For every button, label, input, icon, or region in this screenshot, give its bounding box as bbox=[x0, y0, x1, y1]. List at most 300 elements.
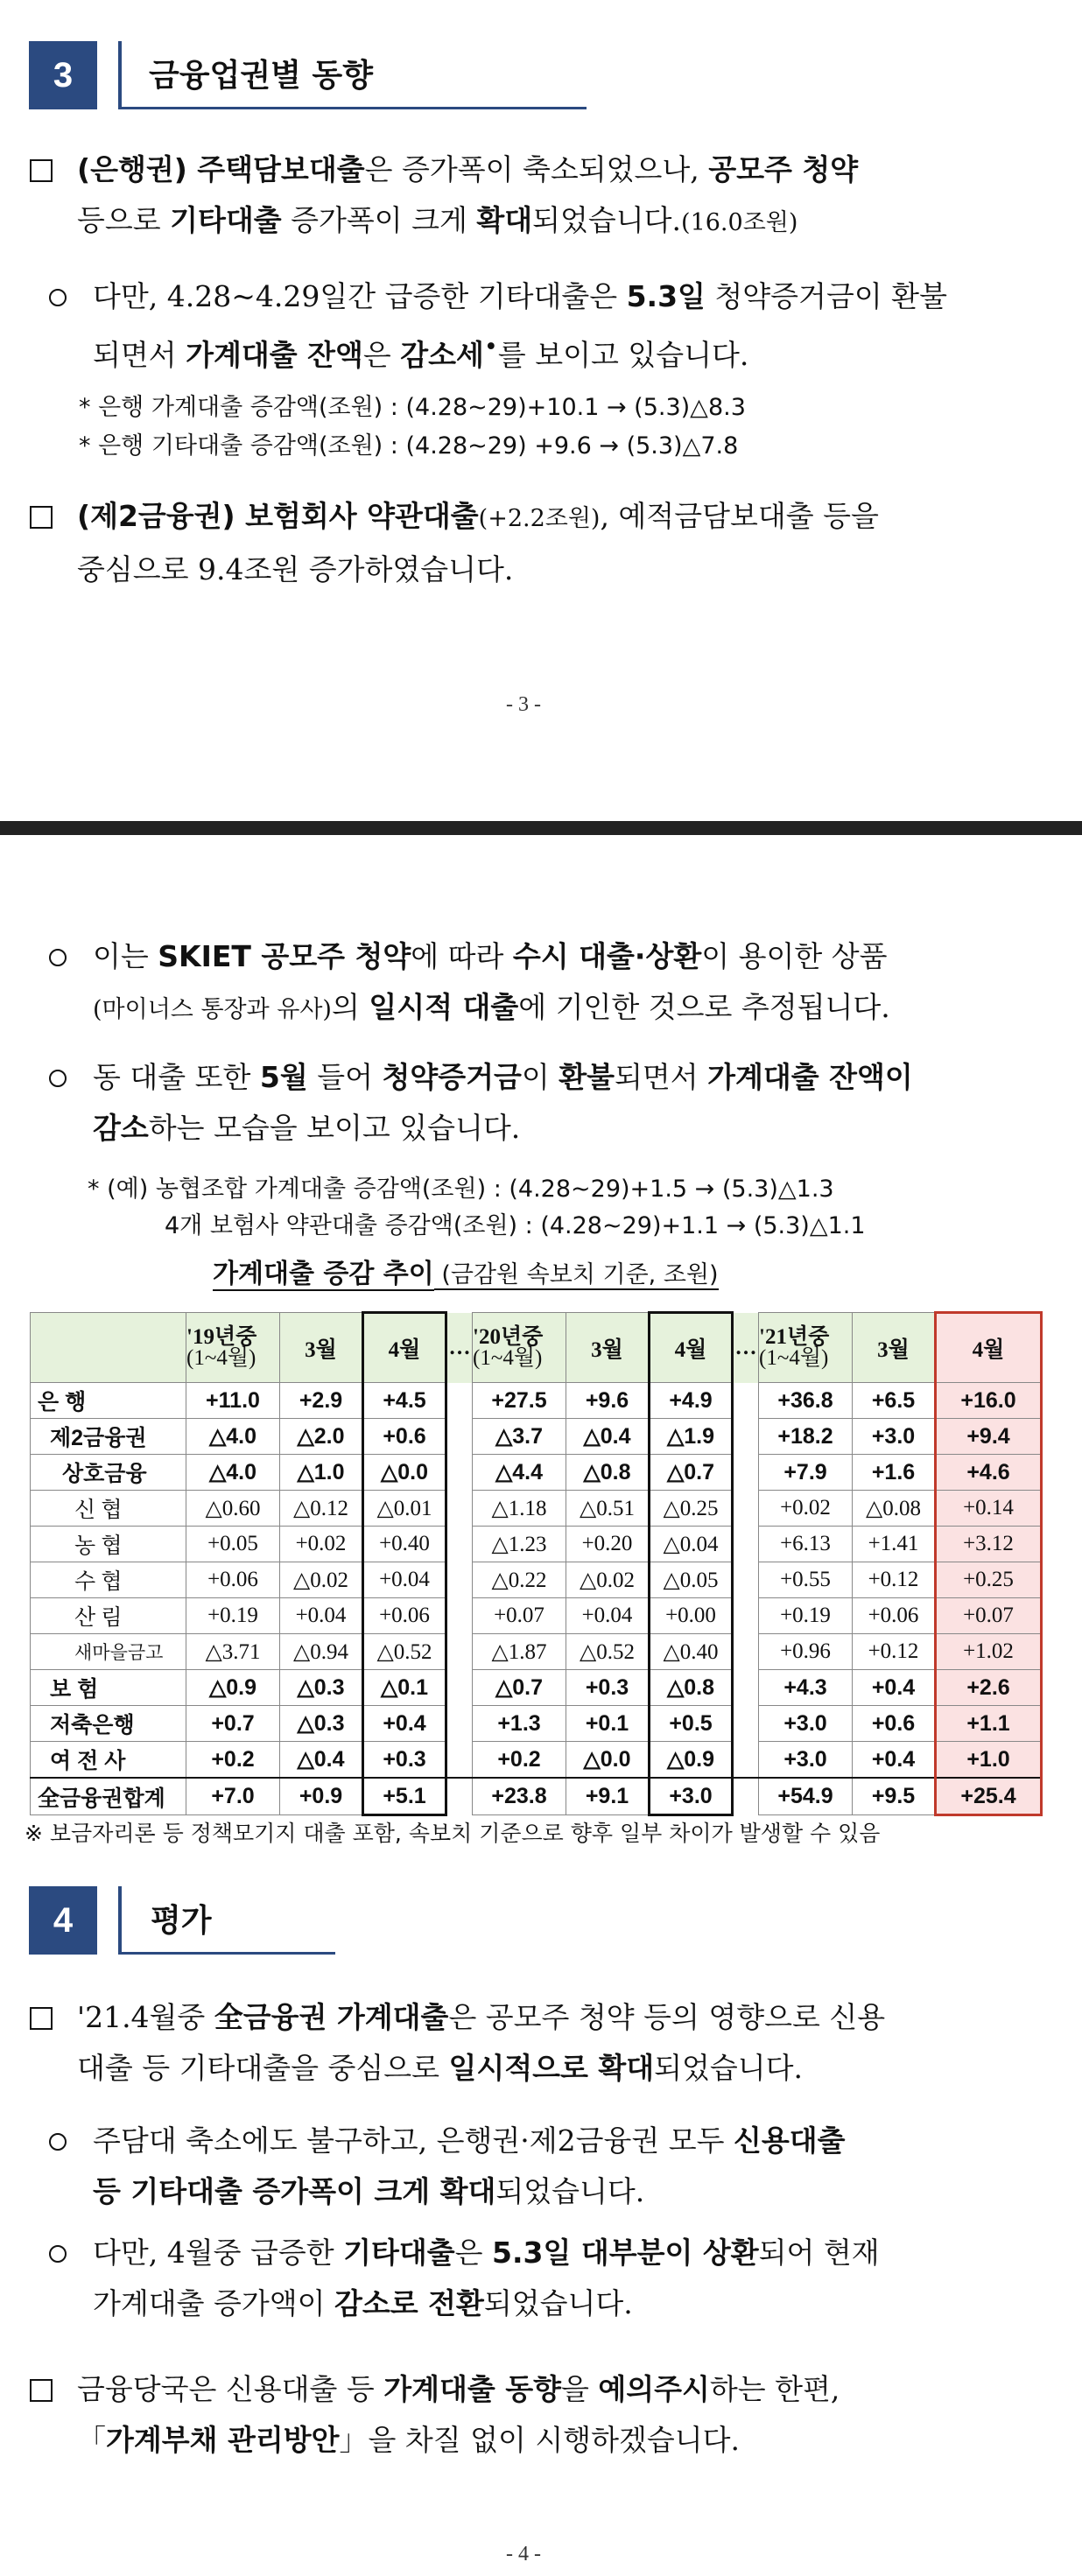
text: 되면서 bbox=[93, 338, 186, 372]
row-label: 보 험 bbox=[31, 1670, 186, 1706]
gap-cell bbox=[733, 1598, 759, 1634]
emph-text: 감소세 bbox=[400, 338, 484, 372]
value-cell: +7.9 bbox=[759, 1455, 853, 1491]
value-cell: △0.3 bbox=[280, 1670, 363, 1706]
line bbox=[93, 2278, 1056, 2329]
value-cell: △4.0 bbox=[186, 1455, 280, 1491]
emph-text: 공모주 청약 bbox=[708, 152, 859, 186]
value-cell: +4.3 bbox=[759, 1670, 853, 1706]
emph-text: 감소로 전환 bbox=[334, 2286, 484, 2320]
value-cell: △0.22 bbox=[473, 1562, 566, 1598]
table-footnote: ※ 보금자리론 등 정책모기지 대출 포함, 속보치 기준으로 향후 일부 차이가 발생할 수 있음 bbox=[25, 1821, 881, 1846]
skiet-paragraph bbox=[93, 931, 1056, 1035]
square-bullet-icon bbox=[30, 2007, 53, 2030]
value-cell: △0.12 bbox=[280, 1491, 363, 1527]
value-cell: △1.18 bbox=[473, 1491, 566, 1527]
repayment-paragraph bbox=[93, 2228, 1056, 2329]
footnote-insurers: 4개 보험사 약관대출 증감액(조원) : (4.28~29)+1.1 → (5.3)△1.1 bbox=[165, 1212, 866, 1239]
text: 되었습니다. bbox=[532, 203, 682, 237]
table-subtitle: (금감원 속보치 기준, 조원) bbox=[433, 1261, 719, 1288]
section-bar bbox=[118, 41, 122, 109]
gap-cell bbox=[733, 1634, 759, 1670]
gap-cell bbox=[446, 1634, 473, 1670]
value-cell: +0.07 bbox=[473, 1598, 566, 1634]
text: 대출 등 기타대출을 중심으로 bbox=[77, 2051, 449, 2085]
authority-paragraph bbox=[77, 2364, 1057, 2466]
gap-cell bbox=[446, 1527, 473, 1562]
text: 하는 모습을 보이고 있습니다. bbox=[148, 1111, 521, 1145]
col-dots: … bbox=[446, 1313, 473, 1383]
header-period: (1~4월) bbox=[473, 1345, 543, 1370]
text: 주담대 축소에도 불구하고, 은행권·제2금융권 모두 bbox=[93, 2123, 734, 2158]
section-bar bbox=[118, 1886, 122, 1955]
value-cell: +0.5 bbox=[650, 1706, 733, 1742]
row-label: 여 전 사 bbox=[31, 1742, 186, 1779]
emph-text: 5.3일 대부분이 상환 bbox=[492, 2236, 759, 2270]
line bbox=[77, 544, 1057, 595]
row-label: 농 협 bbox=[31, 1527, 186, 1562]
col-2021-ytd bbox=[759, 1313, 853, 1383]
row-label: 새마을금고 bbox=[31, 1634, 186, 1670]
value-cell: △4.0 bbox=[186, 1419, 280, 1455]
value-cell: △0.52 bbox=[566, 1634, 650, 1670]
gap-cell bbox=[446, 1383, 473, 1419]
text: 은 공모주 청약 등의 영향으로 신용 bbox=[448, 2000, 886, 2034]
text: 금융당국은 신용대출 등 bbox=[77, 2372, 384, 2406]
gap-cell bbox=[733, 1419, 759, 1455]
value-cell: +0.40 bbox=[363, 1527, 446, 1562]
heading-text: (은행권) bbox=[77, 152, 187, 186]
gap-cell bbox=[446, 1742, 473, 1779]
line bbox=[77, 1992, 1057, 2043]
emph-text: 등 기타대출 증가폭이 크게 bbox=[93, 2174, 440, 2208]
amount-text: (+2.2조원) bbox=[478, 505, 601, 532]
footnote-nonghyup: * (예) 농협조합 가계대출 증감액(조원) : (4.28~29)+1.5 → (5.3)△1.3 bbox=[88, 1176, 834, 1203]
text: 은 bbox=[362, 338, 401, 372]
row-label: 제2금융권 bbox=[31, 1419, 186, 1455]
value-cell: +0.20 bbox=[566, 1527, 650, 1562]
value-cell: △0.4 bbox=[280, 1742, 363, 1779]
table-body bbox=[31, 1383, 1042, 1815]
gap-cell bbox=[446, 1706, 473, 1742]
value-cell: +0.19 bbox=[759, 1598, 853, 1634]
footnote-mark: • bbox=[483, 333, 498, 361]
text: 되어 현재 bbox=[758, 2236, 880, 2270]
emph-text: 주택담보대출 bbox=[186, 152, 365, 186]
text: 되면서 bbox=[614, 1060, 708, 1094]
value-cell: +0.6 bbox=[363, 1419, 446, 1455]
emph-text: SKIET 공모주 청약 bbox=[158, 939, 411, 973]
value-cell: +0.14 bbox=[936, 1491, 1042, 1527]
value-cell: +6.5 bbox=[853, 1383, 936, 1419]
gap-cell bbox=[446, 1491, 473, 1527]
table-row bbox=[31, 1778, 1042, 1815]
emph-text: 확대 bbox=[476, 203, 533, 237]
table-row bbox=[31, 1491, 1042, 1527]
section-title: 평가 bbox=[151, 1903, 212, 1939]
value-cell: +1.3 bbox=[473, 1706, 566, 1742]
text: 하는 한편, bbox=[709, 2372, 840, 2406]
value-cell: +0.02 bbox=[759, 1491, 853, 1527]
line bbox=[93, 2116, 1056, 2166]
value-cell: △0.40 bbox=[650, 1634, 733, 1670]
value-cell: △0.8 bbox=[650, 1670, 733, 1706]
footnote-bank-household: * 은행 가계대출 증감액(조원) : (4.28~29)+10.1 → (5.3)△8.3 bbox=[79, 394, 746, 421]
value-cell: +7.0 bbox=[186, 1778, 280, 1815]
page-divider bbox=[0, 821, 1082, 835]
text: 를 보이고 있습니다. bbox=[497, 338, 749, 372]
gap-cell bbox=[446, 1455, 473, 1491]
value-cell: +0.9 bbox=[280, 1778, 363, 1815]
header-year: '19년중 bbox=[186, 1324, 257, 1349]
value-cell: △0.7 bbox=[650, 1455, 733, 1491]
value-cell: +1.6 bbox=[853, 1455, 936, 1491]
mortgage-paragraph bbox=[93, 2116, 1056, 2217]
text: 동 대출 또한 bbox=[93, 1060, 260, 1094]
col-2021-mar: 3월 bbox=[853, 1313, 936, 1383]
value-cell: △0.1 bbox=[363, 1670, 446, 1706]
may-refund-paragraph bbox=[93, 1052, 1056, 1154]
value-cell: +0.04 bbox=[280, 1598, 363, 1634]
value-cell: +3.0 bbox=[759, 1742, 853, 1779]
value-cell: △0.04 bbox=[650, 1527, 733, 1562]
value-cell: +3.0 bbox=[650, 1778, 733, 1815]
value-cell: +1.0 bbox=[936, 1742, 1042, 1779]
value-cell: +0.96 bbox=[759, 1634, 853, 1670]
text: 되었습니다. bbox=[483, 2286, 633, 2320]
circle-bullet-icon bbox=[49, 2133, 67, 2151]
value-cell: +0.4 bbox=[853, 1670, 936, 1706]
col-2019-apr: 4월 bbox=[363, 1313, 446, 1383]
value-cell: △0.9 bbox=[650, 1742, 733, 1779]
emph-text: 예의주시 bbox=[598, 2372, 710, 2406]
value-cell: +16.0 bbox=[936, 1383, 1042, 1419]
value-cell: +2.6 bbox=[936, 1670, 1042, 1706]
emph-text: 일시적 대출 bbox=[369, 990, 519, 1024]
gap-cell bbox=[446, 1598, 473, 1634]
page-number: - 4 - bbox=[506, 2543, 541, 2565]
line bbox=[77, 2415, 1057, 2466]
line bbox=[93, 1052, 1056, 1103]
text: 증가폭이 크게 bbox=[281, 203, 477, 237]
row-label: 산 림 bbox=[31, 1598, 186, 1634]
table-row bbox=[31, 1742, 1042, 1779]
value-cell: △0.01 bbox=[363, 1491, 446, 1527]
value-cell: +0.19 bbox=[186, 1598, 280, 1634]
value-cell: △4.4 bbox=[473, 1455, 566, 1491]
col-2020-mar: 3월 bbox=[566, 1313, 650, 1383]
col-2020-apr: 4월 bbox=[650, 1313, 733, 1383]
value-cell: △0.02 bbox=[566, 1562, 650, 1598]
value-cell: △3.71 bbox=[186, 1634, 280, 1670]
text: 에 기인한 것으로 추정됩니다. bbox=[518, 990, 890, 1024]
value-cell: +0.12 bbox=[853, 1634, 936, 1670]
value-cell: +0.04 bbox=[566, 1598, 650, 1634]
text: 되었습니다. bbox=[495, 2174, 645, 2208]
value-cell: +0.6 bbox=[853, 1706, 936, 1742]
gap-cell bbox=[733, 1742, 759, 1779]
emph-text: 가계부채 관리방안 bbox=[106, 2423, 340, 2457]
emph-text: 기타대출 bbox=[170, 203, 282, 237]
text: , 예적금담보대출 등을 bbox=[600, 499, 879, 533]
value-cell: +9.5 bbox=[853, 1778, 936, 1815]
col-2019-mar: 3월 bbox=[280, 1313, 363, 1383]
square-bullet-icon bbox=[30, 159, 53, 182]
value-cell: △1.0 bbox=[280, 1455, 363, 1491]
row-label: 은 행 bbox=[31, 1383, 186, 1419]
value-cell: △3.7 bbox=[473, 1419, 566, 1455]
value-cell: +2.9 bbox=[280, 1383, 363, 1419]
line bbox=[93, 931, 1056, 982]
value-cell: +23.8 bbox=[473, 1778, 566, 1815]
value-cell: +1.02 bbox=[936, 1634, 1042, 1670]
table-row bbox=[31, 1706, 1042, 1742]
emph-text: 5월 bbox=[259, 1060, 308, 1094]
col-dots: … bbox=[733, 1313, 759, 1383]
emph-text: 수시 대출·상환 bbox=[512, 939, 702, 973]
text: 되었습니다. bbox=[654, 2051, 804, 2085]
section-number: 4 bbox=[29, 1886, 97, 1955]
row-label: 저축은행 bbox=[31, 1706, 186, 1742]
emph-text: 5.3일 bbox=[626, 279, 706, 313]
value-cell: △0.4 bbox=[566, 1419, 650, 1455]
header-period: (1~4월) bbox=[759, 1345, 829, 1370]
footnote-bank-other: * 은행 기타대출 증감액(조원) : (4.28~29) +9.6 → (5.3)△7.8 bbox=[79, 432, 739, 460]
section-number: 3 bbox=[29, 41, 97, 109]
text: 이 bbox=[521, 1060, 559, 1094]
value-cell: +0.2 bbox=[473, 1742, 566, 1779]
bank-loans-paragraph bbox=[77, 144, 1057, 249]
circle-bullet-icon bbox=[49, 949, 67, 966]
emph-text: 보험회사 약관대출 bbox=[235, 499, 479, 533]
value-cell: △0.0 bbox=[566, 1742, 650, 1779]
line bbox=[77, 2043, 1057, 2094]
value-cell: +0.04 bbox=[363, 1562, 446, 1598]
text: 가계대출 증가액이 bbox=[93, 2286, 335, 2320]
gap-cell bbox=[733, 1383, 759, 1419]
circle-bullet-icon bbox=[49, 1070, 67, 1087]
household-loan-table bbox=[30, 1311, 1043, 1816]
emph-text: 감소 bbox=[93, 1111, 149, 1145]
value-cell: +27.5 bbox=[473, 1383, 566, 1419]
col-2019-ytd bbox=[186, 1313, 280, 1383]
value-cell: +0.1 bbox=[566, 1706, 650, 1742]
value-cell: +0.2 bbox=[186, 1742, 280, 1779]
value-cell: +18.2 bbox=[759, 1419, 853, 1455]
text: 이는 bbox=[93, 939, 158, 973]
value-cell: +11.0 bbox=[186, 1383, 280, 1419]
value-cell: △0.3 bbox=[280, 1706, 363, 1742]
value-cell: △0.7 bbox=[473, 1670, 566, 1706]
value-cell: △0.02 bbox=[280, 1562, 363, 1598]
table-row bbox=[31, 1598, 1042, 1634]
row-label: 全금융권합계 bbox=[31, 1778, 186, 1815]
value-cell: +0.25 bbox=[936, 1562, 1042, 1598]
text: 들어 bbox=[307, 1060, 383, 1094]
gap-cell bbox=[733, 1706, 759, 1742]
header-year: '21년중 bbox=[759, 1324, 830, 1349]
emph-text: 기타대출 bbox=[343, 2236, 455, 2270]
value-cell: +0.00 bbox=[650, 1598, 733, 1634]
value-cell: +4.6 bbox=[936, 1455, 1042, 1491]
row-label: 수 협 bbox=[31, 1562, 186, 1598]
section-underline bbox=[118, 107, 587, 109]
line bbox=[93, 982, 1056, 1035]
text: 에 따라 bbox=[411, 939, 513, 973]
value-cell: +9.6 bbox=[566, 1383, 650, 1419]
emph-text: 청약증거금 bbox=[382, 1060, 522, 1094]
value-cell: △0.8 bbox=[566, 1455, 650, 1491]
aside-text: (마이너스 통장과 유사) bbox=[93, 996, 332, 1023]
text: '21.4월중 bbox=[77, 2000, 214, 2034]
value-cell: △0.08 bbox=[853, 1491, 936, 1527]
page-number: - 3 - bbox=[506, 693, 541, 716]
emph-text: 일시적으로 확대 bbox=[448, 2051, 655, 2085]
emph-text: 환불 bbox=[559, 1060, 615, 1094]
however-paragraph bbox=[93, 271, 1056, 381]
table-row bbox=[31, 1455, 1042, 1491]
value-cell: △0.05 bbox=[650, 1562, 733, 1598]
amount-text: (16.0조원) bbox=[681, 209, 798, 236]
text: 의 bbox=[331, 990, 369, 1024]
table-row bbox=[31, 1562, 1042, 1598]
value-cell: △0.51 bbox=[566, 1491, 650, 1527]
text: 중심으로 9.4조원 증가하였습니다. bbox=[77, 552, 514, 586]
gap-cell bbox=[733, 1778, 759, 1815]
text: 」을 차질 없이 시행하겠습니다. bbox=[339, 2423, 741, 2457]
gap-cell bbox=[446, 1562, 473, 1598]
table-caption bbox=[213, 1252, 719, 1290]
line bbox=[93, 2228, 1056, 2278]
gap-cell bbox=[733, 1491, 759, 1527]
value-cell: +0.3 bbox=[566, 1670, 650, 1706]
header-period: (1~4월) bbox=[186, 1345, 256, 1370]
value-cell: +5.1 bbox=[363, 1778, 446, 1815]
value-cell: +1.1 bbox=[936, 1706, 1042, 1742]
evaluation-paragraph bbox=[77, 1992, 1057, 2094]
value-cell: △1.23 bbox=[473, 1527, 566, 1562]
emph-text: 全금융권 가계대출 bbox=[214, 2000, 449, 2034]
col-2020-ytd bbox=[473, 1313, 566, 1383]
value-cell: +3.0 bbox=[759, 1706, 853, 1742]
value-cell: +0.12 bbox=[853, 1562, 936, 1598]
value-cell: +1.41 bbox=[853, 1527, 936, 1562]
section-underline bbox=[118, 1952, 335, 1955]
value-cell: +0.02 bbox=[280, 1527, 363, 1562]
value-cell: +0.06 bbox=[186, 1562, 280, 1598]
value-cell: +0.07 bbox=[936, 1598, 1042, 1634]
text: 다만, 4.28~4.29일간 급증한 기타대출은 bbox=[93, 279, 627, 313]
text: 다만, 4월중 급증한 bbox=[93, 2236, 344, 2270]
value-cell: △0.60 bbox=[186, 1491, 280, 1527]
gap-cell bbox=[733, 1527, 759, 1562]
text: 을 bbox=[561, 2372, 599, 2406]
line bbox=[77, 195, 1057, 249]
line bbox=[93, 2166, 1056, 2217]
value-cell: +0.3 bbox=[363, 1742, 446, 1779]
value-cell: +9.1 bbox=[566, 1778, 650, 1815]
header-year: '20년중 bbox=[473, 1324, 544, 1349]
circle-bullet-icon bbox=[49, 289, 67, 306]
square-bullet-icon bbox=[30, 506, 53, 529]
square-bullet-icon bbox=[30, 2379, 53, 2402]
value-cell: △0.25 bbox=[650, 1491, 733, 1527]
table-row bbox=[31, 1383, 1042, 1419]
table-row bbox=[31, 1670, 1042, 1706]
value-cell: +0.06 bbox=[853, 1598, 936, 1634]
value-cell: △1.9 bbox=[650, 1419, 733, 1455]
section-title: 금융업권별 동향 bbox=[149, 58, 373, 94]
table-row bbox=[31, 1419, 1042, 1455]
value-cell: +4.9 bbox=[650, 1383, 733, 1419]
corner-cell bbox=[31, 1313, 186, 1383]
value-cell: +0.7 bbox=[186, 1706, 280, 1742]
value-cell: +36.8 bbox=[759, 1383, 853, 1419]
table-row bbox=[31, 1527, 1042, 1562]
line bbox=[93, 322, 1056, 381]
value-cell: +3.0 bbox=[853, 1419, 936, 1455]
circle-bullet-icon bbox=[49, 2245, 67, 2263]
text: 「 bbox=[77, 2423, 106, 2457]
gap-cell bbox=[733, 1670, 759, 1706]
text: 은 bbox=[454, 2236, 492, 2270]
gap-cell bbox=[733, 1562, 759, 1598]
value-cell: +4.5 bbox=[363, 1383, 446, 1419]
emph-text: 확대 bbox=[439, 2174, 496, 2208]
text: 은 증가폭이 축소되었으나, bbox=[364, 152, 709, 186]
value-cell: +25.4 bbox=[936, 1778, 1042, 1815]
table-row bbox=[31, 1634, 1042, 1670]
emph-text: 신용대출 bbox=[733, 2123, 846, 2158]
second-tier-paragraph bbox=[77, 491, 1057, 595]
line bbox=[93, 1103, 1056, 1154]
value-cell: △0.94 bbox=[280, 1634, 363, 1670]
heading-text: (제2금융권) bbox=[77, 499, 235, 533]
value-cell: +0.4 bbox=[363, 1706, 446, 1742]
line bbox=[93, 271, 1056, 322]
gap-cell bbox=[446, 1670, 473, 1706]
col-2021-apr: 4월 bbox=[936, 1313, 1042, 1383]
value-cell: △0.52 bbox=[363, 1634, 446, 1670]
line bbox=[77, 2364, 1057, 2415]
emph-text: 가계대출 동향 bbox=[383, 2372, 562, 2406]
value-cell: +54.9 bbox=[759, 1778, 853, 1815]
emph-text: 가계대출 잔액이 bbox=[707, 1060, 913, 1094]
value-cell: △2.0 bbox=[280, 1419, 363, 1455]
gap-cell bbox=[446, 1419, 473, 1455]
value-cell: +0.55 bbox=[759, 1562, 853, 1598]
row-label: 신 협 bbox=[31, 1491, 186, 1527]
table-title: 가계대출 증감 추이 bbox=[213, 1259, 434, 1289]
gap-cell bbox=[733, 1455, 759, 1491]
value-cell: +3.12 bbox=[936, 1527, 1042, 1562]
gap-cell bbox=[446, 1778, 473, 1815]
line bbox=[77, 491, 1057, 544]
value-cell: +0.05 bbox=[186, 1527, 280, 1562]
value-cell: +0.4 bbox=[853, 1742, 936, 1779]
text: 이 용이한 상품 bbox=[701, 939, 888, 973]
emph-text: 가계대출 잔액 bbox=[186, 338, 363, 372]
value-cell: +9.4 bbox=[936, 1419, 1042, 1455]
line bbox=[77, 144, 1057, 195]
value-cell: △0.9 bbox=[186, 1670, 280, 1706]
row-label: 상호금융 bbox=[31, 1455, 186, 1491]
value-cell: △1.87 bbox=[473, 1634, 566, 1670]
value-cell: +6.13 bbox=[759, 1527, 853, 1562]
text: 등으로 bbox=[77, 203, 171, 237]
value-cell: △0.0 bbox=[363, 1455, 446, 1491]
value-cell: +0.06 bbox=[363, 1598, 446, 1634]
